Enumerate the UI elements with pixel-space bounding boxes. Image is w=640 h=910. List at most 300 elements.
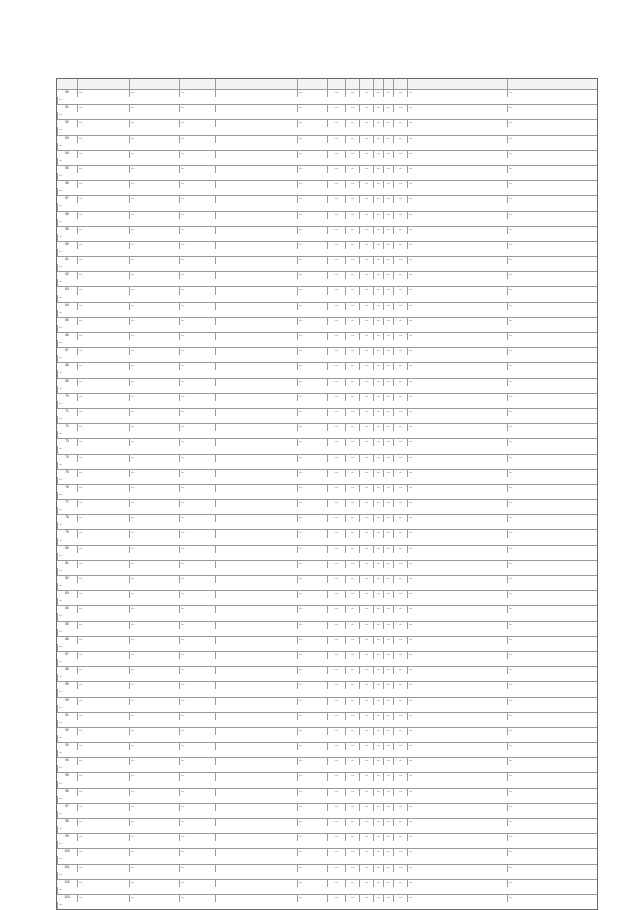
- table-cell: —: [77, 348, 129, 355]
- table-cell: —: [179, 576, 215, 583]
- table-cell: —: [77, 622, 129, 629]
- table-cell: —: [179, 120, 215, 127]
- table-cell: —: [345, 515, 359, 522]
- table-cell: —: [393, 439, 407, 446]
- table-row: [57, 590, 597, 605]
- map-link[interactable]: [215, 561, 297, 568]
- table-cell: —: [383, 849, 393, 856]
- map-link[interactable]: [215, 363, 297, 370]
- table-cell: —: [179, 90, 215, 97]
- table-row: [57, 788, 597, 803]
- table-cell: —: [393, 90, 407, 97]
- table-cell: —: [327, 515, 345, 522]
- map-link[interactable]: [215, 865, 297, 872]
- map-link[interactable]: [215, 409, 297, 416]
- table-cell: —: [345, 591, 359, 598]
- row-number: 50: [65, 90, 69, 94]
- table-cell: —: [179, 227, 215, 234]
- table-cell: —: [407, 151, 507, 158]
- map-link[interactable]: [215, 105, 297, 112]
- map-link[interactable]: [215, 470, 297, 477]
- table-cell: —: [359, 227, 373, 234]
- table-cell: —: [57, 735, 77, 742]
- table-cell: —: [407, 90, 507, 97]
- map-link[interactable]: [215, 622, 297, 629]
- map-link[interactable]: [215, 667, 297, 674]
- table-row: [57, 454, 597, 469]
- table-cell: —: [297, 272, 327, 279]
- table-cell: —: [393, 834, 407, 841]
- table-cell: —: [359, 895, 373, 902]
- table-cell: —: [393, 196, 407, 203]
- map-link[interactable]: [215, 196, 297, 203]
- table-cell: —: [179, 682, 215, 689]
- table-cell: —: [57, 295, 77, 302]
- table-cell: —: [359, 622, 373, 629]
- table-cell: —: [507, 773, 607, 780]
- table-cell: —: [179, 667, 215, 674]
- table-cell: —: [345, 773, 359, 780]
- table-cell: —: [383, 257, 393, 264]
- table-cell: —: [297, 105, 327, 112]
- table-cell: —: [297, 120, 327, 127]
- table-cell: —: [393, 257, 407, 264]
- table-cell: —: [297, 90, 327, 97]
- map-link[interactable]: [215, 637, 297, 644]
- row-number: 70: [65, 393, 69, 398]
- map-link[interactable]: [215, 515, 297, 522]
- row-number: 68: [65, 363, 69, 368]
- table-cell: —: [327, 348, 345, 355]
- table-cell: —: [327, 758, 345, 765]
- table-cell: —: [393, 667, 407, 674]
- table-cell: —: [77, 515, 129, 522]
- table-cell: —: [507, 561, 607, 568]
- table-cell: —: [327, 455, 345, 462]
- table-cell: —: [77, 819, 129, 826]
- map-link[interactable]: [215, 804, 297, 811]
- row-number: 83: [65, 591, 69, 596]
- row-number: 93: [65, 743, 69, 748]
- table-cell: —: [327, 819, 345, 826]
- table-cell: —: [393, 606, 407, 613]
- table-cell: —: [383, 652, 393, 659]
- table-cell: —: [407, 196, 507, 203]
- table-row: [57, 135, 597, 150]
- table-cell: —: [179, 485, 215, 492]
- table-cell: —: [373, 622, 383, 629]
- table-cell: —: [507, 348, 607, 355]
- table-cell: —: [383, 728, 393, 735]
- table-cell: —: [359, 348, 373, 355]
- row-number: 53: [65, 135, 69, 140]
- table-cell: —: [345, 166, 359, 173]
- table-cell: —: [507, 834, 607, 841]
- table-cell: —: [297, 530, 327, 537]
- table-cell: —: [57, 203, 77, 210]
- table-cell: —: [129, 455, 179, 462]
- table-cell: —: [373, 439, 383, 446]
- table-cell: —: [393, 622, 407, 629]
- map-link[interactable]: [215, 379, 297, 386]
- map-link[interactable]: [215, 242, 297, 249]
- table-cell: —: [345, 880, 359, 887]
- table-cell: —: [345, 713, 359, 720]
- map-link[interactable]: [215, 303, 297, 310]
- table-cell: —: [359, 758, 373, 765]
- table-cell: —: [373, 303, 383, 310]
- table-cell: —: [373, 880, 383, 887]
- header-cell: [407, 79, 507, 89]
- map-link[interactable]: [215, 530, 297, 537]
- table-cell: —: [77, 424, 129, 431]
- table-cell: —: [57, 340, 77, 347]
- table-cell: —: [345, 303, 359, 310]
- table-cell: —: [297, 789, 327, 796]
- table-cell: —: [327, 637, 345, 644]
- table-cell: —: [327, 227, 345, 234]
- table-cell: —: [407, 136, 507, 143]
- table-cell: —: [57, 841, 77, 848]
- table-cell: —: [297, 303, 327, 310]
- table-cell: —: [373, 318, 383, 325]
- table-row: [57, 484, 597, 499]
- table-cell: —: [57, 507, 77, 514]
- table-cell: —: [57, 689, 77, 696]
- table-cell: —: [345, 637, 359, 644]
- table-cell: —: [297, 212, 327, 219]
- table-cell: —: [129, 515, 179, 522]
- table-cell: —: [383, 500, 393, 507]
- table-cell: —: [393, 333, 407, 340]
- table-cell: —: [393, 880, 407, 887]
- table-cell: —: [129, 652, 179, 659]
- table-cell: —: [327, 743, 345, 750]
- table-cell: —: [297, 196, 327, 203]
- table-cell: —: [179, 895, 215, 902]
- table-cell: —: [383, 409, 393, 416]
- table-row: [57, 150, 597, 165]
- row-number: 101: [64, 864, 70, 869]
- table-cell: —: [57, 234, 77, 241]
- table-cell: —: [297, 515, 327, 522]
- table-cell: —: [345, 105, 359, 112]
- map-link[interactable]: [215, 682, 297, 689]
- header-cell: [373, 79, 383, 89]
- table-cell: —: [345, 682, 359, 689]
- map-link[interactable]: [215, 819, 297, 826]
- header-cell: [57, 79, 77, 89]
- table-cell: —: [507, 242, 607, 249]
- map-link[interactable]: [215, 834, 297, 841]
- table-cell: —: [373, 606, 383, 613]
- table-cell: —: [179, 409, 215, 416]
- table-cell: —: [507, 424, 607, 431]
- table-cell: —: [373, 515, 383, 522]
- table-cell: —: [327, 606, 345, 613]
- row-number: 72: [65, 424, 69, 429]
- table-cell: —: [57, 811, 77, 818]
- table-cell: —: [129, 166, 179, 173]
- table-cell: —: [179, 105, 215, 112]
- table-cell: —: [179, 287, 215, 294]
- map-link[interactable]: [215, 166, 297, 173]
- table-cell: —: [507, 530, 607, 537]
- table-cell: —: [359, 500, 373, 507]
- table-cell: —: [77, 439, 129, 446]
- table-cell: —: [179, 606, 215, 613]
- table-cell: —: [129, 637, 179, 644]
- table-cell: —: [179, 379, 215, 386]
- table-cell: —: [179, 652, 215, 659]
- table-cell: —: [407, 166, 507, 173]
- table-cell: —: [297, 682, 327, 689]
- table-cell: —: [345, 865, 359, 872]
- table-cell: —: [345, 789, 359, 796]
- map-link[interactable]: [215, 485, 297, 492]
- map-link[interactable]: [215, 743, 297, 750]
- table-cell: —: [129, 880, 179, 887]
- row-number: 69: [65, 378, 69, 383]
- row-number: 63: [65, 287, 69, 292]
- table-cell: —: [57, 598, 77, 605]
- map-link[interactable]: [215, 287, 297, 294]
- table-cell: —: [507, 379, 607, 386]
- table-row: [57, 727, 597, 742]
- table-cell: —: [383, 333, 393, 340]
- map-link[interactable]: [215, 606, 297, 613]
- row-number: 57: [65, 196, 69, 201]
- table-cell: —: [77, 546, 129, 553]
- table-cell: —: [359, 576, 373, 583]
- table-cell: —: [297, 287, 327, 294]
- table-cell: —: [373, 227, 383, 234]
- map-link[interactable]: [215, 120, 297, 127]
- table-cell: —: [407, 743, 507, 750]
- map-link[interactable]: [215, 455, 297, 462]
- table-cell: —: [407, 439, 507, 446]
- table-row: [57, 317, 597, 332]
- table-cell: —: [57, 826, 77, 833]
- map-link[interactable]: [215, 546, 297, 553]
- table-cell: —: [359, 287, 373, 294]
- map-link[interactable]: [215, 698, 297, 705]
- table-cell: —: [383, 485, 393, 492]
- table-cell: —: [407, 181, 507, 188]
- table-cell: —: [57, 219, 77, 226]
- table-cell: —: [359, 682, 373, 689]
- table-cell: —: [327, 470, 345, 477]
- table-cell: —: [297, 834, 327, 841]
- table-cell: —: [393, 272, 407, 279]
- table-cell: —: [373, 561, 383, 568]
- table-cell: —: [359, 470, 373, 477]
- table-cell: —: [345, 895, 359, 902]
- table-cell: —: [407, 318, 507, 325]
- table-cell: —: [57, 796, 77, 803]
- table-cell: —: [373, 804, 383, 811]
- header-cell: [345, 79, 359, 89]
- table-cell: —: [393, 637, 407, 644]
- table-cell: —: [297, 394, 327, 401]
- table-cell: —: [507, 728, 607, 735]
- table-cell: —: [359, 849, 373, 856]
- table-cell: —: [179, 561, 215, 568]
- table-cell: —: [345, 318, 359, 325]
- table-cell: —: [507, 439, 607, 446]
- table-cell: —: [297, 880, 327, 887]
- table-cell: —: [383, 105, 393, 112]
- map-link[interactable]: [215, 880, 297, 887]
- table-cell: —: [407, 363, 507, 370]
- table-cell: —: [57, 401, 77, 408]
- table-cell: —: [383, 773, 393, 780]
- table-cell: —: [77, 865, 129, 872]
- row-number: 55: [65, 165, 69, 170]
- map-link[interactable]: [215, 576, 297, 583]
- table-cell: —: [327, 546, 345, 553]
- map-link[interactable]: [215, 713, 297, 720]
- table-cell: —: [507, 849, 607, 856]
- table-cell: —: [373, 743, 383, 750]
- table-cell: —: [407, 379, 507, 386]
- table-row: [57, 712, 597, 727]
- map-link[interactable]: [215, 181, 297, 188]
- map-link[interactable]: [215, 151, 297, 158]
- table-cell: —: [57, 143, 77, 150]
- row-number: 96: [65, 788, 69, 793]
- table-cell: —: [57, 705, 77, 712]
- table-row: [57, 180, 597, 195]
- table-row: [57, 757, 597, 772]
- map-link[interactable]: [215, 424, 297, 431]
- table-cell: —: [129, 849, 179, 856]
- table-cell: —: [57, 158, 77, 165]
- table-row: [57, 621, 597, 636]
- table-cell: —: [373, 895, 383, 902]
- map-link[interactable]: [215, 318, 297, 325]
- table-cell: —: [57, 781, 77, 788]
- table-cell: —: [507, 90, 607, 97]
- table-cell: —: [327, 667, 345, 674]
- map-link[interactable]: [215, 212, 297, 219]
- table-row: [57, 165, 597, 180]
- map-link[interactable]: [215, 789, 297, 796]
- table-cell: —: [179, 181, 215, 188]
- map-link[interactable]: [215, 439, 297, 446]
- table-cell: —: [179, 439, 215, 446]
- table-cell: —: [327, 880, 345, 887]
- table-cell: —: [383, 363, 393, 370]
- table-cell: —: [383, 151, 393, 158]
- table-cell: —: [507, 470, 607, 477]
- table-cell: —: [507, 455, 607, 462]
- row-number: 97: [65, 803, 69, 808]
- map-link[interactable]: [215, 227, 297, 234]
- table-cell: —: [373, 576, 383, 583]
- table-cell: —: [407, 576, 507, 583]
- table-cell: —: [507, 303, 607, 310]
- map-link[interactable]: [215, 500, 297, 507]
- table-cell: —: [359, 181, 373, 188]
- table-cell: —: [57, 674, 77, 681]
- row-number: 77: [65, 500, 69, 505]
- table-cell: —: [407, 622, 507, 629]
- table-cell: —: [393, 804, 407, 811]
- table-cell: —: [327, 90, 345, 97]
- map-link[interactable]: [215, 257, 297, 264]
- table-cell: —: [373, 394, 383, 401]
- map-link[interactable]: [215, 394, 297, 401]
- table-cell: —: [327, 652, 345, 659]
- table-cell: —: [129, 181, 179, 188]
- table-cell: —: [407, 773, 507, 780]
- table-cell: —: [77, 196, 129, 203]
- table-cell: —: [129, 698, 179, 705]
- table-cell: —: [345, 728, 359, 735]
- table-cell: —: [373, 151, 383, 158]
- map-link[interactable]: [215, 652, 297, 659]
- row-number: 84: [65, 606, 69, 611]
- map-link[interactable]: [215, 849, 297, 856]
- table-cell: —: [383, 743, 393, 750]
- table-cell: —: [359, 212, 373, 219]
- map-link[interactable]: [215, 333, 297, 340]
- table-row: [57, 378, 597, 393]
- header-cell: [297, 79, 327, 89]
- row-number: 81: [65, 560, 69, 565]
- table-cell: —: [345, 439, 359, 446]
- table-cell: —: [179, 272, 215, 279]
- map-link[interactable]: [215, 728, 297, 735]
- row-number: 89: [65, 682, 69, 687]
- map-link[interactable]: [215, 895, 297, 902]
- table-cell: —: [393, 743, 407, 750]
- map-link[interactable]: [215, 758, 297, 765]
- table-cell: —: [507, 682, 607, 689]
- row-number: 58: [65, 211, 69, 216]
- table-cell: —: [393, 485, 407, 492]
- map-link[interactable]: [215, 90, 297, 97]
- table-body: [57, 89, 597, 909]
- table-cell: —: [383, 758, 393, 765]
- table-cell: —: [373, 713, 383, 720]
- table-cell: —: [345, 90, 359, 97]
- table-cell: —: [373, 363, 383, 370]
- table-cell: —: [373, 136, 383, 143]
- table-cell: —: [383, 895, 393, 902]
- map-link[interactable]: [215, 773, 297, 780]
- map-link[interactable]: [215, 591, 297, 598]
- map-link[interactable]: [215, 272, 297, 279]
- table-cell: —: [77, 409, 129, 416]
- table-row: [57, 833, 597, 848]
- row-number: 62: [65, 272, 69, 277]
- table-cell: —: [327, 166, 345, 173]
- map-link[interactable]: [215, 136, 297, 143]
- table-cell: —: [77, 136, 129, 143]
- table-cell: —: [297, 849, 327, 856]
- table-row: [57, 89, 597, 104]
- table-cell: —: [507, 667, 607, 674]
- table-cell: —: [359, 865, 373, 872]
- table-cell: —: [359, 318, 373, 325]
- table-cell: —: [359, 196, 373, 203]
- table-cell: —: [507, 181, 607, 188]
- map-link[interactable]: [215, 348, 297, 355]
- table-cell: —: [327, 424, 345, 431]
- table-cell: —: [359, 743, 373, 750]
